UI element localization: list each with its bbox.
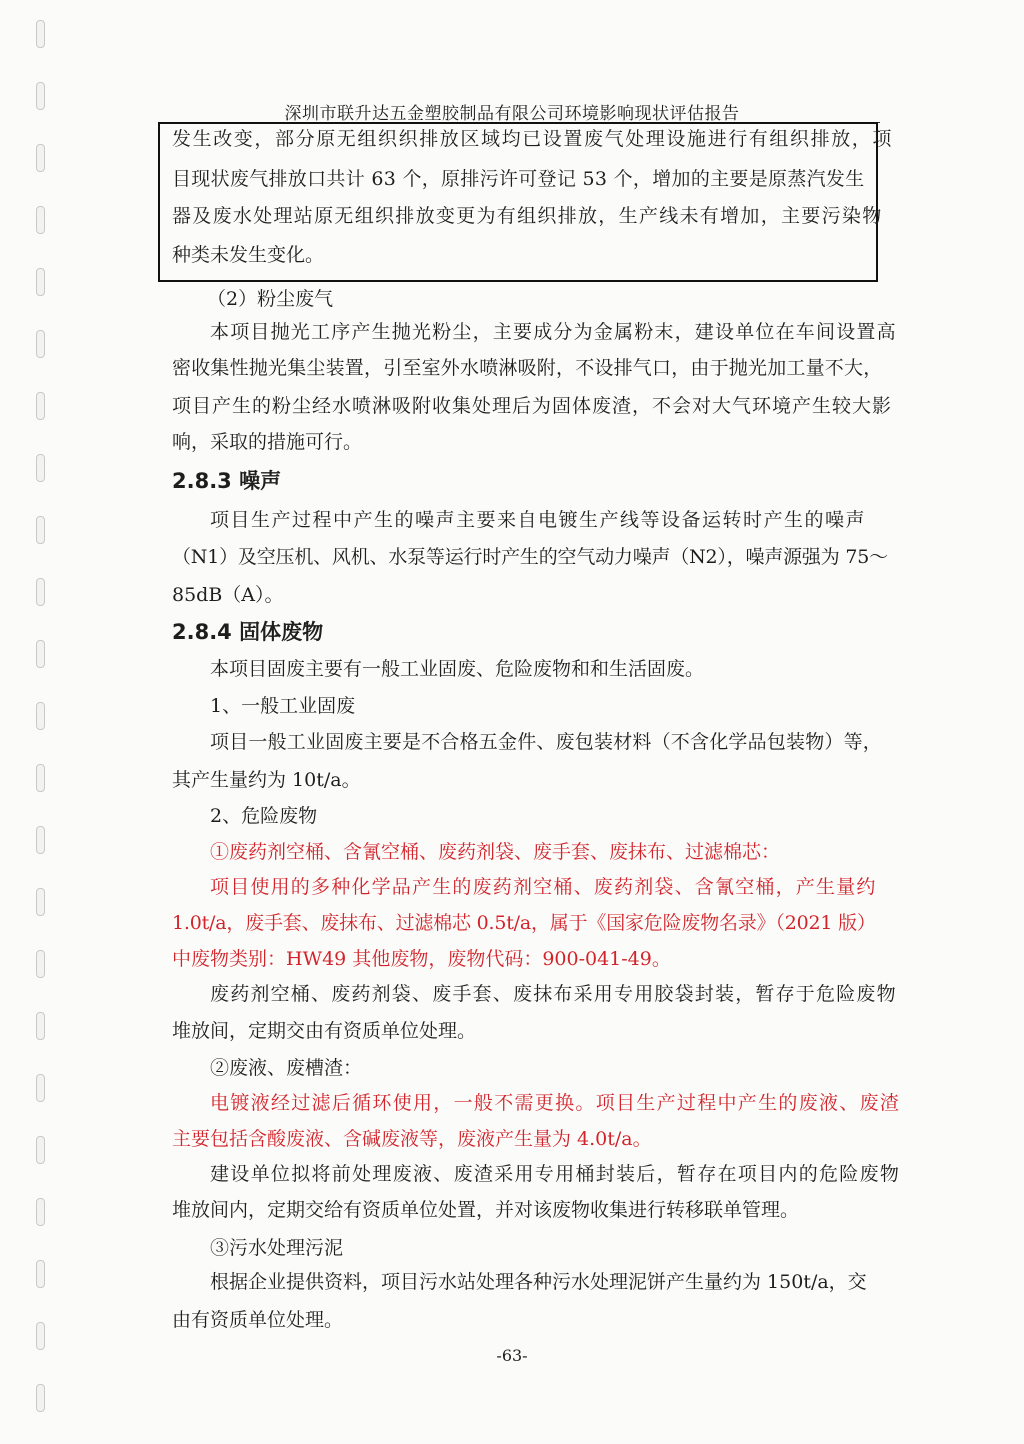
binding-hole [36, 1136, 45, 1164]
text-line: 85dB（A）。 [172, 584, 284, 606]
binding-hole [36, 1260, 45, 1288]
text-line: 电镀液经过滤后循环使用，一般不需更换。项目生产过程中产生的废液、废渣 [210, 1092, 901, 1114]
text-line: 密收集性抛光集尘装置，引至室外水喷淋吸附，不设排气口，由于抛光加工量不大， [172, 357, 883, 379]
text-line: ①废药剂空桶、含氰空桶、废药剂袋、废手套、废抹布、过滤棉芯： [210, 841, 781, 863]
binding-hole [36, 1074, 45, 1102]
section-heading: 2.8.4 固体废物 [172, 620, 324, 644]
text-line: 项目一般工业固废主要是不合格五金件、废包装材料（不含化学品包装物）等， [210, 731, 883, 753]
text-line: ②废液、废槽渣： [210, 1057, 363, 1079]
binding-hole [36, 516, 45, 544]
text-line: 目现状废气排放口共计 63 个，原排污许可登记 53 个，增加的主要是原蒸汽发生 [172, 168, 865, 190]
text-line: 堆放间内，定期交给有资质单位处置，并对该废物收集进行转移联单管理。 [172, 1199, 800, 1221]
text-line: ③污水处理污泥 [210, 1237, 344, 1259]
text-line: 种类未发生变化。 [172, 244, 325, 266]
binding-hole [36, 144, 45, 172]
text-line: 本项目固废主要有一般工业固废、危险废物和和生活固废。 [210, 658, 705, 680]
binding-hole [36, 206, 45, 234]
text-line: 1、一般工业固废 [210, 695, 356, 717]
text-line: 主要包括含酸废液、含碱废液等，废液产生量为 4.0t/a。 [172, 1128, 652, 1150]
binding-hole [36, 640, 45, 668]
text-line: （N1）及空压机、风机、水泵等运行时产生的空气动力噪声（N2），噪声源强为 75～ [172, 546, 888, 568]
binding-hole [36, 888, 45, 916]
text-line: 中废物类别：HW49 其他废物，废物代码：900-041-49。 [172, 948, 671, 970]
binding-hole [36, 764, 45, 792]
text-line: 项目产生的粉尘经水喷淋吸附收集处理后为固体废渣，不会对大气环境产生较大影 [172, 395, 893, 417]
binding-hole [36, 330, 45, 358]
text-line: 发生改变，部分原无组织织排放区域均已设置废气处理设施进行有组织排放，项 [172, 128, 894, 150]
binding-hole [36, 950, 45, 978]
binding-hole [36, 20, 45, 48]
text-line: 其产生量约为 10t/a。 [172, 769, 361, 791]
binding-hole [36, 454, 45, 482]
binding-hole [36, 392, 45, 420]
binding-hole [36, 268, 45, 296]
text-line: 1.0t/a，废手套、废抹布、过滤棉芯 0.5t/a，属于《国家危险废物名录》（2021 版） [172, 912, 876, 934]
text-line: 响，采取的措施可行。 [172, 431, 363, 453]
text-line: 废药剂空桶、废药剂袋、废手套、废抹布采用专用胶袋封装，暂存于危险废物 [210, 983, 897, 1005]
text-line: 项目使用的多种化学品产生的废药剂空桶、废药剂袋、含氰空桶，产生量约 [210, 876, 877, 898]
binding-hole [36, 826, 45, 854]
text-line: 根据企业提供资料，项目污水站处理各种污水处理泥饼产生量约为 150t/a，交 [210, 1271, 867, 1293]
text-line: 堆放间，定期交由有资质单位处理。 [172, 1020, 477, 1042]
text-line: 2、危险废物 [210, 805, 318, 827]
text-line: （2）粉尘废气 [207, 288, 334, 310]
binding-hole [36, 1012, 45, 1040]
text-line: 由有资质单位处理。 [172, 1309, 344, 1331]
binding-hole [36, 1198, 45, 1226]
page-header: 深圳市联升达五金塑胶制品有限公司环境影响现状评估报告 [284, 104, 740, 124]
text-line: 器及废水处理站原无组织排放变更为有组织排放，生产线未有增加，主要污染物 [172, 205, 883, 227]
page-number: -63- [496, 1346, 528, 1365]
text-line: 本项目抛光工序产生抛光粉尘，主要成分为金属粉末，建设单位在车间设置高 [210, 321, 897, 343]
text-line: 项目生产过程中产生的噪声主要来自电镀生产线等设备运转时产生的噪声 [210, 509, 867, 531]
binding-holes [30, 0, 50, 1444]
section-heading: 2.8.3 噪声 [172, 469, 282, 493]
text-line: 建设单位拟将前处理废液、废渣采用专用桶封装后，暂存在项目内的危险废物 [210, 1163, 901, 1185]
binding-hole [36, 578, 45, 606]
binding-hole [36, 1384, 45, 1412]
binding-hole [36, 702, 45, 730]
